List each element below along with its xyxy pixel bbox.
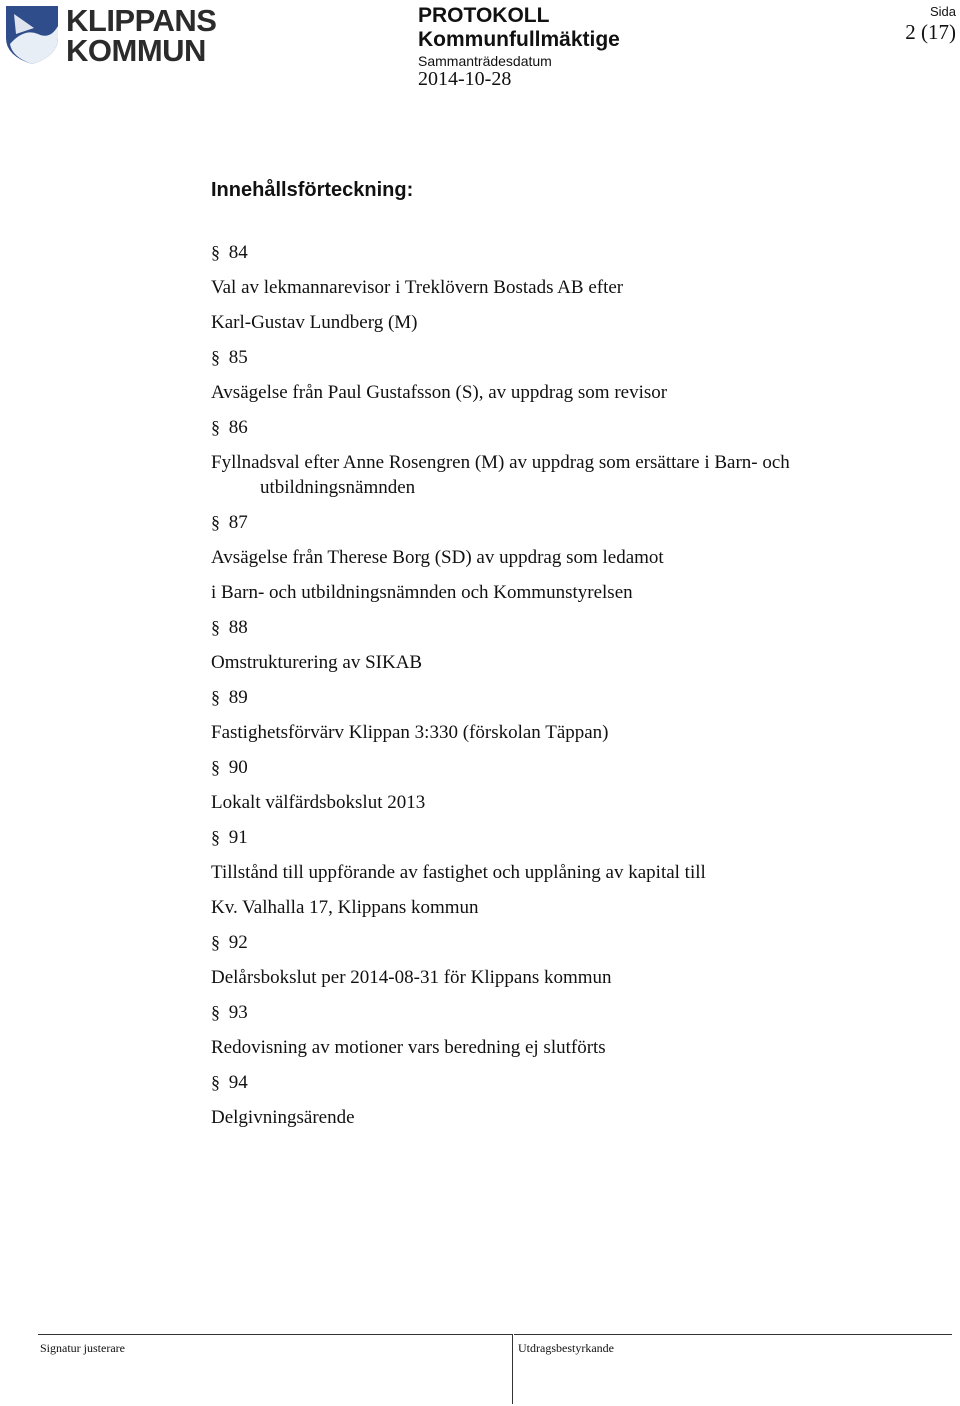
toc-entry [211, 615, 911, 675]
section-symbol: § [211, 827, 220, 847]
logo-line-2: KOMMUN [66, 33, 206, 68]
meeting-date: 2014-10-28 [418, 68, 512, 90]
toc-entry-number [211, 755, 911, 780]
toc-entry-title-line: Val av lekmannarevisor i Treklövern Bostads AB efter [211, 277, 624, 298]
toc-entry [211, 1000, 911, 1060]
section-symbol: § [211, 932, 220, 952]
toc-entry-title-line: Delgivningsärende [211, 1107, 355, 1128]
section-symbol: § [211, 347, 220, 367]
section-number: 89 [228, 687, 248, 708]
toc-entry [211, 240, 911, 335]
section-number: 86 [228, 417, 248, 438]
document-type: PROTOKOLL [418, 4, 550, 27]
toc-heading: Innehållsförteckning: [211, 179, 414, 201]
section-symbol: § [211, 512, 220, 532]
page-number: 2 (17) [905, 20, 956, 44]
section-symbol: § [211, 417, 220, 437]
toc-entry-number [211, 930, 911, 955]
toc-entry [211, 685, 911, 745]
footer-divider [512, 1334, 513, 1404]
signature-line [38, 1334, 512, 1335]
logo-line-1: KLIPPANS [66, 3, 217, 38]
section-symbol: § [211, 757, 220, 777]
section-number: 87 [228, 512, 248, 533]
toc-entry-number [211, 1000, 911, 1025]
toc-entry-title-line: Karl-Gustav Lundberg (M) [211, 312, 418, 333]
section-symbol: § [211, 617, 220, 637]
toc-entry-number [211, 415, 911, 440]
section-number: 84 [228, 242, 248, 263]
toc-entry [211, 1070, 911, 1130]
section-symbol: § [211, 1072, 220, 1092]
section-symbol: § [211, 1002, 220, 1022]
signature-label: Signatur justerare [40, 1341, 125, 1355]
toc-entry-title-line: Fastighetsförvärv Klippan 3:330 (förskolan Täppan) [211, 722, 609, 743]
toc-entry-title-line: i Barn- och utbildningsnämnden och Kommunstyrelsen [211, 582, 633, 603]
toc-entry-number [211, 240, 911, 265]
toc-entry-title-line: Fyllnadsval efter Anne Rosengren (M) av uppdrag som ersättare i Barn- och [211, 452, 790, 473]
toc-entry-number [211, 685, 911, 710]
section-symbol: § [211, 242, 220, 262]
toc-entry-title-line: Redovisning av motioner vars beredning ej slutförts [211, 1037, 606, 1058]
toc-list [211, 240, 911, 1140]
toc-entry-number [211, 615, 911, 640]
toc-entry-number [211, 1070, 911, 1095]
toc-entry [211, 415, 911, 500]
coat-of-arms-icon [4, 4, 60, 66]
toc-entry [211, 755, 911, 815]
page-label: Sida [929, 4, 956, 19]
toc-entry-title-line: Tillstånd till uppförande av fastighet och upplåning av kapital till [211, 862, 706, 883]
toc-entry-title-line: utbildningsnämnden [260, 477, 416, 498]
toc-entry-title-line: Avsägelse från Paul Gustafsson (S), av uppdrag som revisor [211, 382, 668, 403]
logo-wordmark [66, 3, 217, 68]
section-number: 85 [228, 347, 248, 368]
toc-entry [211, 825, 911, 920]
section-number: 94 [228, 1072, 248, 1093]
section-symbol: § [211, 687, 220, 707]
toc-entry-title-line: Kv. Valhalla 17, Klippans kommun [211, 897, 479, 918]
section-number: 88 [228, 617, 248, 638]
toc-entry [211, 930, 911, 990]
toc-entry [211, 345, 911, 405]
section-number: 92 [228, 932, 248, 953]
section-number: 93 [228, 1002, 248, 1023]
toc-entry [211, 510, 911, 605]
toc-entry-title-line: Omstrukturering av SIKAB [211, 652, 423, 673]
meeting-date-label: Sammanträdesdatum [418, 53, 552, 69]
toc-entry-number [211, 825, 911, 850]
toc-entry-number [211, 510, 911, 535]
toc-entry-title-line: Delårsbokslut per 2014-08-31 för Klippans kommun [211, 967, 612, 988]
certification-line [514, 1334, 952, 1335]
certification-label: Utdragsbestyrkande [518, 1341, 614, 1355]
section-number: 90 [228, 757, 248, 778]
document-body: Kommunfullmäktige [418, 28, 620, 51]
municipality-logo [4, 4, 216, 68]
toc-entry-number [211, 345, 911, 370]
section-number: 91 [228, 827, 248, 848]
toc-entry-title-line: Lokalt välfärdsbokslut 2013 [211, 792, 426, 813]
toc-entry-title-line: Avsägelse från Therese Borg (SD) av uppdrag som ledamot [211, 547, 664, 568]
